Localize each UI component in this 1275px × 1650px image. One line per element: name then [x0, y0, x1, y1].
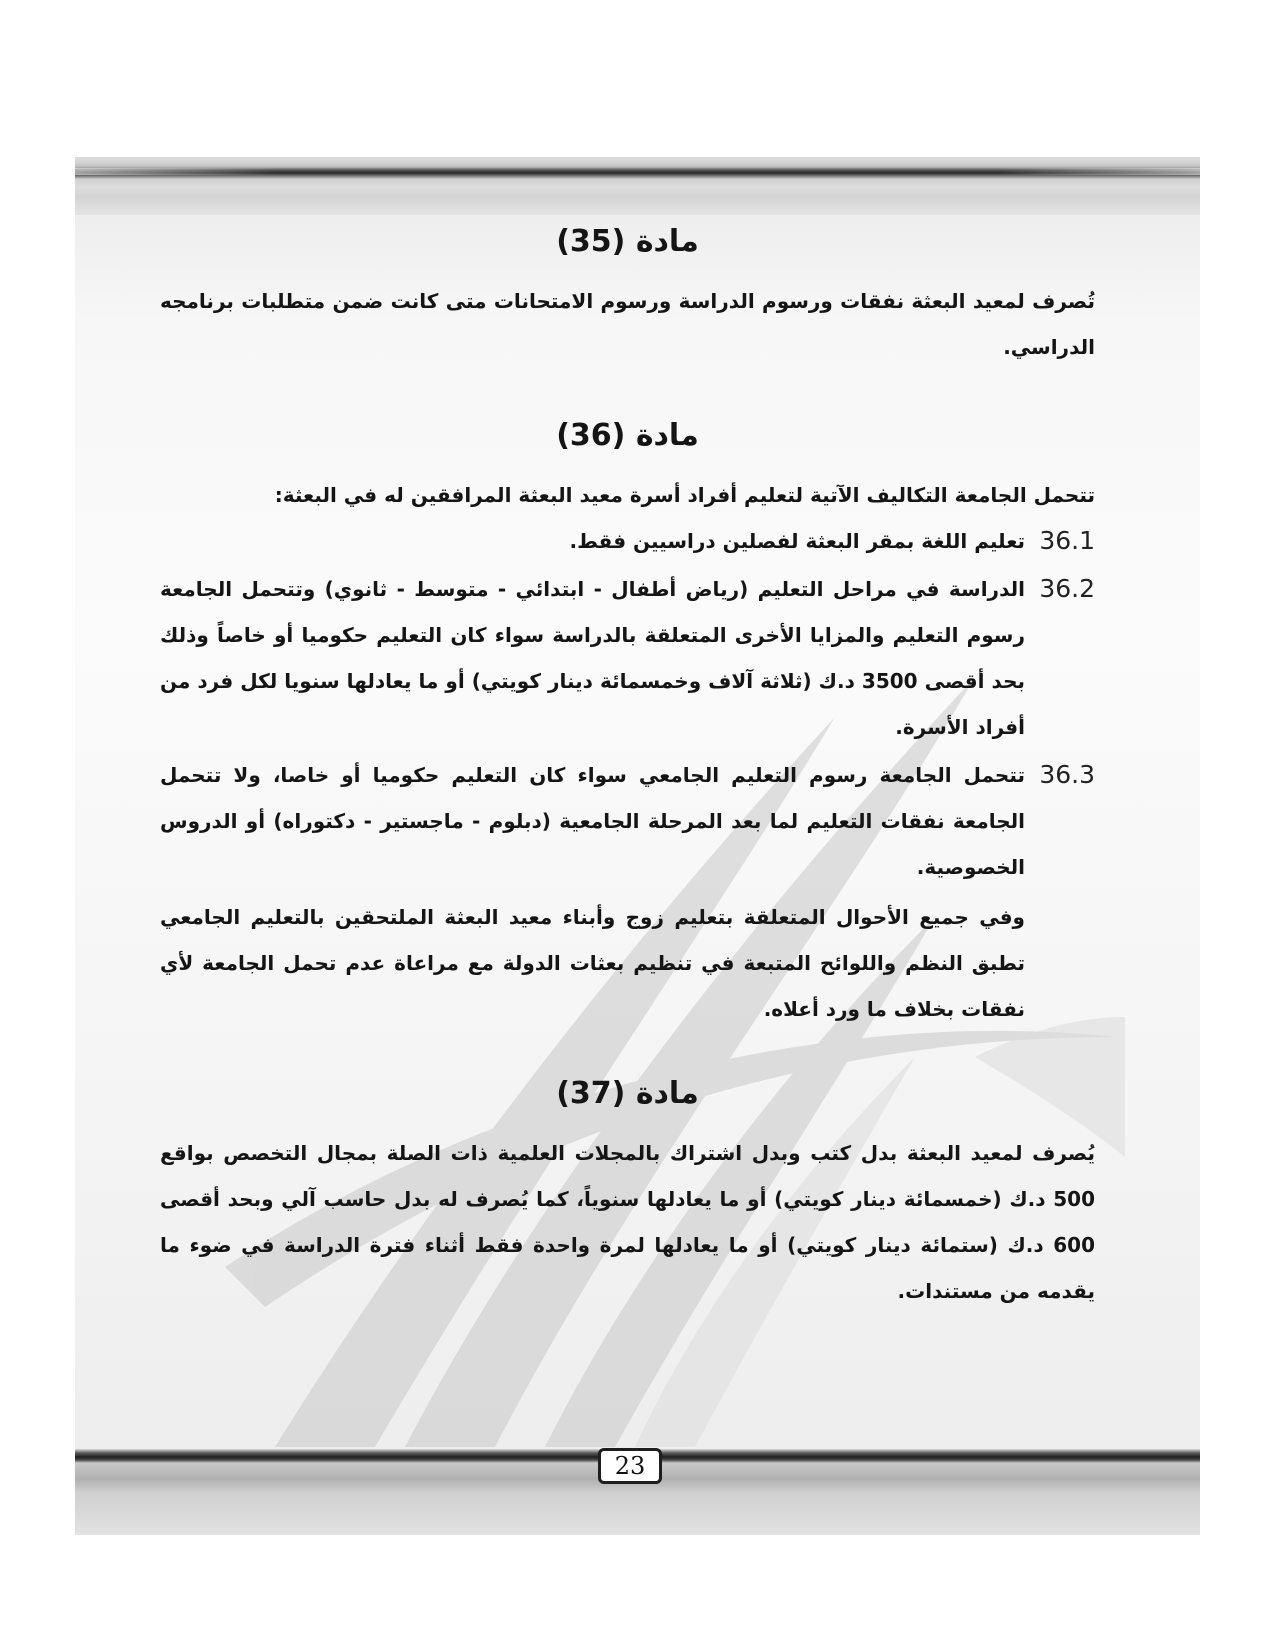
- section-spacer: [160, 370, 1095, 414]
- item-text: الدراسة في مراحل التعليم (رياض أطفال - ابتدائي - متوسط - ثانوي) وتتحمل الجامعة رسوم التعليم والمزايا الأخرى المتعلقة بالدراسة سواء كان التعليم حكوميا أو خاصاً وذلك بحد أقصى 3500 د.ك (ثلاثة آلاف وخمسمائة دينار كويتي) أو ما يعادلها سنويا لكل فرد من أفراد الأسرة.: [160, 577, 1026, 739]
- item-number: 36.1: [1039, 526, 1095, 555]
- article-title: مادة (35): [556, 224, 699, 259]
- item-number: 36.2: [1039, 574, 1095, 603]
- page-number: 23: [598, 1448, 662, 1484]
- article-36: [160, 414, 1095, 1032]
- item-text: تعليم اللغة بمقر البعثة لفصلين دراسيين فقط.: [569, 529, 1025, 553]
- header-rule: [75, 157, 1200, 215]
- article-title: مادة (37): [556, 1076, 699, 1111]
- article-closing: وفي جميع الأحوال المتعلقة بتعليم زوج وأبناء معيد البعثة الملتحقين بالتعليم الجامعي تطبق النظم واللوائح المتبعة في تنظيم بعثات الدولة مع مراعاة عدم تحمل الجامعة لأي نفقات بخلاف ما ورد أعلاه.: [160, 905, 1025, 1021]
- article-35: [160, 220, 1095, 370]
- list-item: [160, 566, 1095, 750]
- list-item: [160, 752, 1095, 890]
- article-paragraph: تُصرف لمعيد البعثة نفقات ورسوم الدراسة ورسوم الامتحانات متى كانت ضمن متطلبات برنامجه الدراسي.: [160, 289, 1095, 359]
- list-item: [160, 518, 1095, 564]
- article-paragraph: يُصرف لمعيد البعثة بدل كتب وبدل اشتراك بالمجلات العلمية ذات الصلة بمجال التخصص بواقع 500 د.ك (خمسمائة دينار كويتي) أو ما يعادلها سنوياً، كما يُصرف له بدل حاسب آلي وبحد أقصى 600 د.ك (ستمائة دينار كويتي) أو ما يعادلها لمرة واحدة فقط أثناء فترة الدراسة في ضوء ما يقدمه من مستندات.: [160, 1141, 1095, 1303]
- item-number: 36.3: [1039, 760, 1095, 789]
- section-spacer: [160, 1032, 1095, 1072]
- document-body: [160, 220, 1095, 1314]
- article-title: مادة (36): [556, 418, 699, 453]
- article-37: [160, 1072, 1095, 1314]
- item-text: تتحمل الجامعة رسوم التعليم الجامعي سواء كان التعليم حكوميا أو خاصا، ولا تتحمل الجامعة نفقات التعليم لما بعد المرحلة الجامعية (دبلوم - ماجستير - دكتوراه) أو الدروس الخصوصية.: [160, 763, 1025, 879]
- article-intro: تتحمل الجامعة التكاليف الآتية لتعليم أفراد أسرة معيد البعثة المرافقين له في البعثة:: [274, 483, 1095, 507]
